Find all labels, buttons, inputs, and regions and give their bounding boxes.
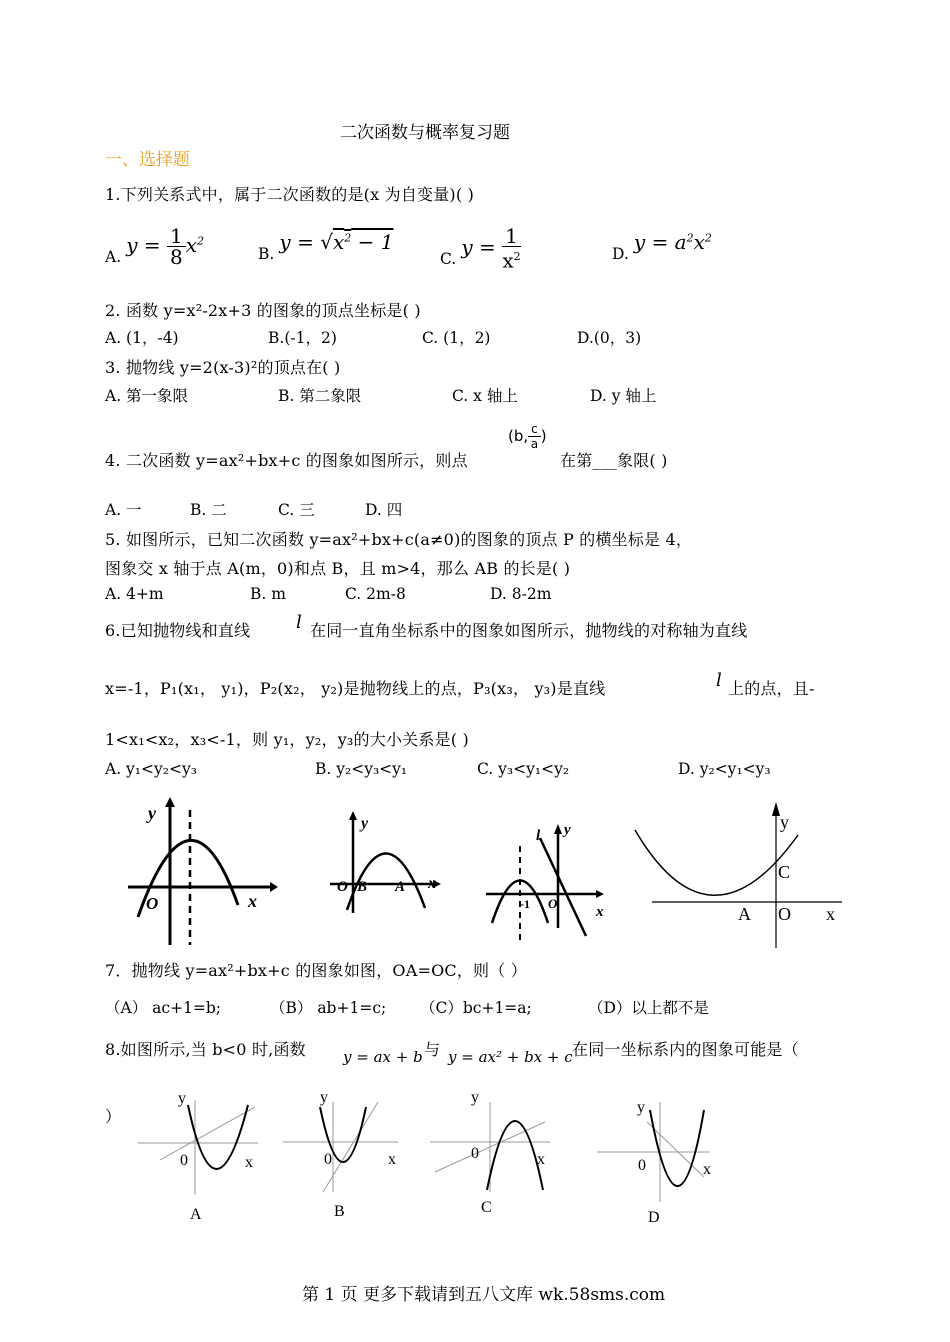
q6-option-a: A. y₁<y₂<y₃ <box>105 760 197 778</box>
q1-option-c <box>440 226 521 271</box>
fig1-x-label: x <box>248 891 257 911</box>
fig3-y-arrow <box>554 824 562 834</box>
q1-option-c-label: C. <box>440 249 457 268</box>
fig8b-origin-label: 0 <box>324 1151 332 1168</box>
q8-stem-b: 与 <box>424 1040 441 1059</box>
fig8c-caption: C <box>481 1199 492 1216</box>
q5-option-c: C. 2m-8 <box>345 585 406 603</box>
q1-option-b-label: B. <box>258 245 275 263</box>
fig8d-origin-label: 0 <box>638 1157 646 1174</box>
fig8b-y-label: y <box>320 1089 328 1106</box>
q8-stem-c: 在同一坐标系内的图象可能是（ <box>572 1040 799 1059</box>
q6-line1-b: 在同一直角坐标系中的图象如图所示，抛物线的对称轴为直线 <box>310 621 748 640</box>
page-footer: 第 1 页 更多下载请到五八文库 wk.58sms.com <box>302 1285 666 1305</box>
q4-option-c: C. 三 <box>278 501 315 519</box>
q1-option-a <box>105 226 204 270</box>
q1-option-a-label: A. <box>105 248 122 266</box>
fig3-minus-one-label: -1 <box>520 897 530 911</box>
q6-option-c: C. y₃<y₁<y₂ <box>477 760 570 778</box>
q1-option-d-formula: $y = a^2x^2$ <box>633 230 712 254</box>
fig2-b-label: B <box>357 879 368 895</box>
q7-option-a: （A） ac+1=b; <box>105 999 222 1017</box>
fig4-origin-label: O <box>778 904 791 924</box>
q8-formula-2: y = ax² + bx + c <box>448 1048 573 1066</box>
q5-line1: 5. 如图所示，已知二次函数 y=ax²+bx+c(a≠0)的图象的顶点 P 的横坐标是 4， <box>105 530 693 549</box>
fig8c-x-label: x <box>537 1151 545 1168</box>
fig8c-origin-label: 0 <box>471 1145 479 1162</box>
q3-option-b: B. 第二象限 <box>278 387 362 405</box>
q1-option-c-formula: y = $\frac{1}{x^2}$ <box>461 224 521 273</box>
q1-option-b-formula: $y = √x^2 - 1$ <box>279 230 394 254</box>
fig3-x-arrow <box>596 890 604 898</box>
q3-option-c: C. x 轴上 <box>452 387 518 405</box>
q2-option-b: B.(-1，2) <box>268 329 337 347</box>
fig4-y-label: y <box>780 812 789 832</box>
fig3-l-label: l <box>536 828 541 844</box>
fig1-x-arrow <box>270 882 278 892</box>
fig1-origin-label: O <box>146 894 159 913</box>
fig8d-x-label: x <box>703 1161 711 1178</box>
fig8c-y-label: y <box>471 1089 479 1106</box>
fig8a-line <box>160 1107 255 1160</box>
figure-q8-option-c <box>425 1082 565 1222</box>
q7-option-b: （B） ab+1=c; <box>270 999 387 1017</box>
q3-stem: 3. 抛物线 y=2(x-3)²的顶点在( ) <box>105 358 341 377</box>
q3-option-a: A. 第一象限 <box>105 387 189 405</box>
q4-option-d: D. 四 <box>365 501 403 519</box>
fig4-a-label: A <box>738 904 751 924</box>
fig8b-caption: B <box>334 1203 345 1220</box>
fig8a-origin-label: 0 <box>180 1152 188 1169</box>
q1-stem: 1.下列关系式中，属于二次函数的是(x 为自变量)( ) <box>105 185 475 204</box>
q2-option-a: A. (1，-4) <box>105 329 179 347</box>
fig8d-y-label: y <box>637 1099 645 1116</box>
q6-line2-b: 上的点，且- <box>728 679 815 698</box>
q7-option-c: （C）bc+1=a; <box>420 999 532 1017</box>
figure-q6-parabola-line <box>478 818 613 946</box>
q4-stem-b: 在第___象限( ) <box>560 451 668 470</box>
q6-line1-a: 6.已知抛物线和直线 <box>105 621 251 640</box>
q8-stem-d: ） <box>105 1107 122 1126</box>
fig3-y-label: y <box>564 822 571 838</box>
q8-stem-a: 8.如图所示,当 b<0 时,函数 <box>105 1040 306 1059</box>
fig2-origin-label: O <box>337 879 348 895</box>
figure-q4-parabola <box>120 795 280 950</box>
fig8a-parabola <box>188 1105 248 1169</box>
q4-stem-a: 4. 二次函数 y=ax²+bx+c 的图象如图所示，则点 <box>105 451 468 470</box>
q1-option-b <box>258 230 393 263</box>
fig8d-parabola <box>650 1110 704 1186</box>
fig4-x-label: x <box>826 904 835 924</box>
fig2-a-label: A <box>395 879 406 895</box>
q4-point-formula: (b, $\frac{c}{a}$ ) <box>508 422 547 451</box>
q4-option-b: B. 二 <box>190 501 227 519</box>
fig1-y-arrow <box>165 797 175 807</box>
fig8a-x-label: x <box>245 1154 253 1171</box>
q1-option-d <box>612 230 712 263</box>
q6-line-symbol: l <box>296 612 302 633</box>
q6-option-d: D. y₂<y₁<y₃ <box>678 760 771 778</box>
figure-q5-parabola <box>325 808 450 918</box>
q2-option-d: D.(0，3) <box>577 329 642 347</box>
q3-option-d: D. y 轴上 <box>590 387 657 405</box>
fig8d-caption: D <box>648 1209 660 1226</box>
figure-q7-parabola <box>630 800 850 950</box>
fig4-parabola <box>635 830 798 895</box>
page-title: 二次函数与概率复习题 <box>340 123 510 143</box>
q6-line-symbol-2: l <box>716 670 722 691</box>
q5-line2: 图象交 x 轴于点 A(m，0)和点 B，且 m>4，那么 AB 的长是( ) <box>105 559 571 578</box>
q6-line3: 1<x₁<x₂，x₃<-1，则 y₁，y₂，y₃的大小关系是( ) <box>105 730 469 749</box>
fig8b-x-label: x <box>388 1151 396 1168</box>
q5-option-d: D. 8-2m <box>490 585 552 603</box>
fig2-x-label: x <box>428 875 436 892</box>
q1-option-d-label: D. <box>612 245 629 263</box>
q2-option-c: C. (1，2) <box>422 329 491 347</box>
q6-line2-a: x=-1，P₁(x₁， y₁)，P₂(x₂， y₂)是抛物线上的点，P₃(x₃， y₃)是直线 <box>105 679 606 698</box>
q1-option-a-formula: y = $\frac{1}{8}$ $x^2$ <box>126 224 205 269</box>
fig4-y-arrow <box>772 802 780 816</box>
q2-stem: 2. 函数 y=x²-2x+3 的图象的顶点坐标是( ) <box>105 301 421 320</box>
q4-option-a: A. 一 <box>105 501 142 519</box>
fig2-y-label: y <box>361 815 369 832</box>
q7-stem: 7．抛物线 y=ax²+bx+c 的图象如图，OA=OC，则（ ） <box>105 961 527 980</box>
section-heading: 一、选择题 <box>105 150 190 170</box>
figure-q8-option-b <box>278 1082 418 1222</box>
q5-option-a: A. 4+m <box>105 585 164 603</box>
figure-q8-option-a <box>130 1085 270 1225</box>
fig8c-parabola <box>487 1121 543 1190</box>
q6-option-b: B. y₂<y₃<y₁ <box>315 760 408 778</box>
q7-option-d: （D）以上都不是 <box>588 999 709 1017</box>
fig8a-caption: A <box>190 1206 202 1223</box>
q5-option-b: B. m <box>250 585 286 603</box>
fig3-origin-label: O <box>548 896 558 911</box>
fig3-x-label: x <box>596 904 604 920</box>
fig4-c-label: C <box>778 862 791 882</box>
fig1-y-label: y <box>148 803 156 823</box>
fig8a-y-label: y <box>178 1090 186 1107</box>
fig2-y-arrow <box>349 811 357 820</box>
q8-formula-1: y = ax + b <box>343 1048 423 1066</box>
figure-q8-option-d <box>592 1092 732 1232</box>
